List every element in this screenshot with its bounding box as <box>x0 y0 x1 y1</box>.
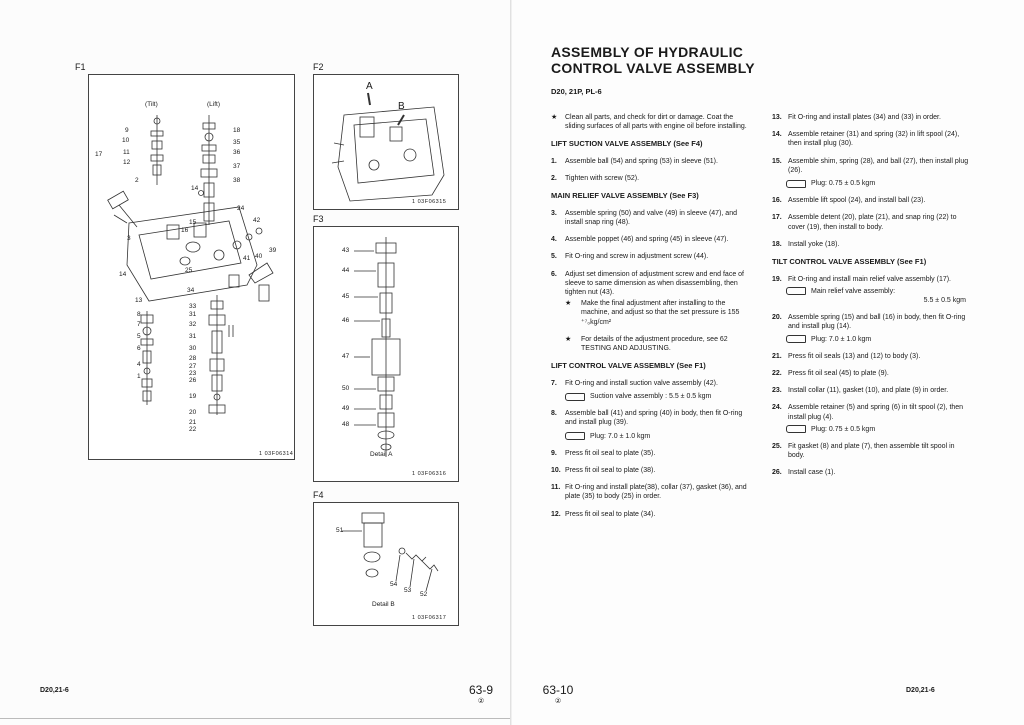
f2-marker-a: A <box>366 81 373 92</box>
f1-part-35: 35 <box>233 139 241 146</box>
figure-f1-label: F1 <box>75 62 86 72</box>
f1-part-38: 38 <box>233 177 241 184</box>
f1-part-12: 12 <box>123 159 131 166</box>
f2-marker-b: B <box>398 101 405 112</box>
f3-relief-valve-drawing <box>314 227 458 481</box>
step-3: 3. Assemble spring (50) and valve (49) in sleeve (47), and install snap ring (48). <box>551 209 737 227</box>
step-10: 10. Press fit oil seal to plate (38). <box>551 466 656 474</box>
f1-part-9: 9 <box>125 127 129 134</box>
step-11: 11. Fit O-ring and install plate(38), collar (37), gasket (36), and plate (35) to body (25) in order. <box>551 484 747 501</box>
spec-step-20: Plug: 7.0 ± 1.0 kgm <box>772 335 970 344</box>
step-7: 7. Fit O-ring and install suction valve assembly (42). <box>551 379 718 387</box>
f1-part-36: 36 <box>233 149 241 156</box>
f4-detail-label: Detail B <box>372 601 395 608</box>
f1-part-31b: 31 <box>189 333 197 340</box>
step-21: 21. Press fit oil seals (13) and (12) to body (3). <box>772 352 921 360</box>
f3-part-48: 48 <box>342 421 350 428</box>
instructions-left-column <box>551 113 749 527</box>
heading-lift-suction: LIFT SUCTION VALVE ASSEMBLY (See F4) <box>551 139 703 149</box>
f1-part-24: 24 <box>237 205 245 212</box>
step-2: 2. Tighten with screw (52). <box>551 175 640 183</box>
figure-f2-label: F2 <box>313 62 324 72</box>
f1-part-14b: 14 <box>119 271 127 278</box>
note-final-adjustment: ★ Make the final adjustment after installing to the machine, and adjust so that the set pressure is 155 ⁺⁷₀kg/cm² <box>565 300 740 326</box>
f1-part-32: 32 <box>189 321 197 328</box>
f1-part-16: 16 <box>181 227 189 234</box>
page-subtitle: D20, 21P, PL-6 <box>551 87 602 96</box>
f1-part-40: 40 <box>255 253 263 260</box>
heading-main-relief: MAIN RELIEF VALVE ASSEMBLY (See F3) <box>551 191 699 201</box>
f1-part-14a: 14 <box>191 185 199 192</box>
figure-f2 <box>313 74 459 210</box>
left-page-number: 63-9 <box>468 683 494 697</box>
spec-step-24: Plug: 0.75 ± 0.5 kgm <box>772 425 970 434</box>
f1-part-1: 1 <box>137 373 141 380</box>
step-8: 8. Assemble ball (41) and spring (40) in body, then fit O-ring and install plug (39). <box>551 410 743 427</box>
f1-figure-code: 1 03F06314 <box>259 451 294 457</box>
step-13: 13. Fit O-ring and install plates (34) and (33) in order. <box>772 114 941 121</box>
step-26: 26. Install case (1). <box>772 469 836 477</box>
f3-part-47: 47 <box>342 353 350 360</box>
f1-part-6: 6 <box>137 345 141 352</box>
torque-wrench-icon <box>565 432 585 440</box>
spec-step-19: Main relief valve assembly: <box>772 287 970 296</box>
star-icon: ★ <box>551 114 558 121</box>
step-18: 18. Install yoke (18). <box>772 240 840 248</box>
f1-part-10: 10 <box>122 137 130 144</box>
f1-part-22: 22 <box>189 426 197 433</box>
f2-figure-code: 1 03F06315 <box>412 199 447 205</box>
intro-note: ★ Clean all parts, and check for dirt or damage. Coat the sliding surfaces of all parts with engine oil before installing. <box>551 114 747 131</box>
step-22: 22. Press fit oil seal (45) to plate (9). <box>772 369 889 377</box>
f3-part-46: 46 <box>342 317 350 324</box>
page-title: ASSEMBLY OF HYDRAULIC CONTROL VALVE ASSEMBLY <box>551 44 755 76</box>
step-6: 6. Adjust set dimension of adjustment screw and end face of sleeve to same dimension as when disassembling, then tighten nut (43). <box>551 270 744 297</box>
f1-part-23: 23 <box>189 370 197 377</box>
step-14: 14. Assemble retainer (31) and spring (32) in lift spool (24), then install plug (30). <box>772 131 960 148</box>
star-icon: ★ <box>565 300 572 308</box>
step-5: 5. Fit O-ring and screw in adjustment screw (44). <box>551 253 709 261</box>
f1-part-27: 27 <box>189 363 197 370</box>
spec-step-8: Plug: 7.0 ± 1.0 kgm <box>551 432 749 441</box>
f1-part-41: 41 <box>243 255 251 262</box>
f1-part-20: 20 <box>189 409 197 416</box>
left-bottom-edge <box>0 718 510 719</box>
f1-part-42: 42 <box>253 217 261 224</box>
f1-part-33: 33 <box>189 303 197 310</box>
step-4: 4. Assemble poppet (46) and spring (45) in sleeve (47). <box>551 236 729 244</box>
f1-part-11: 11 <box>123 149 130 156</box>
right-page-sub: ② <box>554 698 562 705</box>
left-footer-model: D20,21-6 <box>40 687 69 694</box>
torque-wrench-icon <box>786 425 806 433</box>
step-17: 17. Assemble detent (20), plate (21), and snap ring (22) to cover (19), then install to body. <box>772 214 957 231</box>
f1-part-25: 25 <box>185 267 193 274</box>
torque-wrench-icon <box>565 393 585 401</box>
heading-lift-control: LIFT CONTROL VALVE ASSEMBLY (See F1) <box>551 361 706 371</box>
instructions-right-column <box>772 113 970 486</box>
step-25: 25. Fit gasket (8) and plate (7), then assemble tilt spool in body. <box>772 442 955 460</box>
f3-detail-label: Detail A <box>370 451 393 458</box>
step-20: 20. Assemble spring (15) and ball (16) in body, then fit O-ring and install plug (14). <box>772 314 966 331</box>
right-page-number: 63-10 <box>542 683 574 697</box>
f1-part-19: 19 <box>189 393 197 400</box>
f3-part-49: 49 <box>342 405 350 412</box>
f3-part-50: 50 <box>342 385 350 392</box>
f1-part-39: 39 <box>269 247 277 254</box>
figure-f3-label: F3 <box>313 214 324 224</box>
f4-part-54: 54 <box>390 581 398 588</box>
step-24: 24. Assemble retainer (5) and spring (6) in tilt spool (2), then install plug (4). <box>772 404 964 421</box>
spec-step-19-value: 5.5 ± 0.5 kgm <box>923 296 966 304</box>
f1-part-37: 37 <box>233 163 241 170</box>
figure-f4-label: F4 <box>313 490 324 500</box>
f4-figure-code: 1 03F06317 <box>412 615 447 621</box>
f1-part-4: 4 <box>137 361 141 368</box>
f1-part-30: 30 <box>189 345 197 352</box>
note-adjustment-details: ★ For details of the adjustment procedure, see 62 TESTING AND ADJUSTING. <box>565 335 728 353</box>
f1-part-2: 2 <box>135 177 139 184</box>
figure-f1 <box>88 74 295 460</box>
f2-valve-body-drawing <box>314 75 458 209</box>
f1-part-13: 13 <box>135 297 143 304</box>
f1-view-label-lift: (Lift) <box>207 101 220 108</box>
f1-part-34: 34 <box>187 287 195 294</box>
left-page-sub: ② <box>477 698 485 705</box>
step-9: 9. Press fit oil seal to plate (35). <box>551 449 656 457</box>
f1-part-15: 15 <box>189 219 197 226</box>
f1-part-5: 5 <box>137 333 141 340</box>
f3-part-45: 45 <box>342 293 350 300</box>
f1-part-8: 8 <box>137 311 141 318</box>
spec-step-15: Plug: 0.75 ± 0.5 kgm <box>772 179 970 188</box>
step-19: 19. Fit O-ring and install main relief valve assembly (17). <box>772 275 952 283</box>
right-footer-model: D20,21-6 <box>906 687 935 694</box>
f3-part-44: 44 <box>342 267 350 274</box>
spec-step-7: Suction valve assembly : 5.5 ± 0.5 kgm <box>551 392 749 401</box>
f3-figure-code: 1 03F06316 <box>412 471 447 477</box>
f1-part-26: 26 <box>189 377 197 384</box>
torque-wrench-icon <box>786 335 806 343</box>
f3-part-43: 43 <box>342 247 350 254</box>
step-1: 1. Assemble ball (54) and spring (53) in sleeve (51). <box>551 157 718 165</box>
f1-part-17: 17 <box>95 151 103 158</box>
torque-wrench-icon <box>786 180 806 188</box>
step-16: 16. Assemble lift spool (24), and install ball (23). <box>772 197 926 205</box>
torque-wrench-icon <box>786 287 806 295</box>
f1-part-18: 18 <box>233 127 241 134</box>
f1-part-28: 28 <box>189 355 197 362</box>
f4-part-52: 52 <box>420 591 428 598</box>
f4-part-51: 51 <box>336 527 344 534</box>
f4-part-53: 53 <box>404 587 412 594</box>
f1-part-31a: 31 <box>189 311 197 318</box>
step-12: 12. Press fit oil seal to plate (34). <box>551 510 656 518</box>
heading-tilt-control: TILT CONTROL VALVE ASSEMBLY (See F1) <box>772 257 927 267</box>
f1-part-7: 7 <box>137 321 141 328</box>
step-23: 23. Install collar (11), gasket (10), and plate (9) in order. <box>772 387 949 395</box>
f1-part-21: 21 <box>189 419 197 426</box>
f1-part-3: 3 <box>127 235 131 242</box>
step-15: 15. Assemble shim, spring (28), and ball (27), then install plug (26). <box>772 157 969 174</box>
f1-view-label-tilt: (Tilt) <box>145 101 158 108</box>
figure-f4 <box>313 502 459 626</box>
star-icon: ★ <box>565 335 572 343</box>
figure-f3 <box>313 226 459 482</box>
